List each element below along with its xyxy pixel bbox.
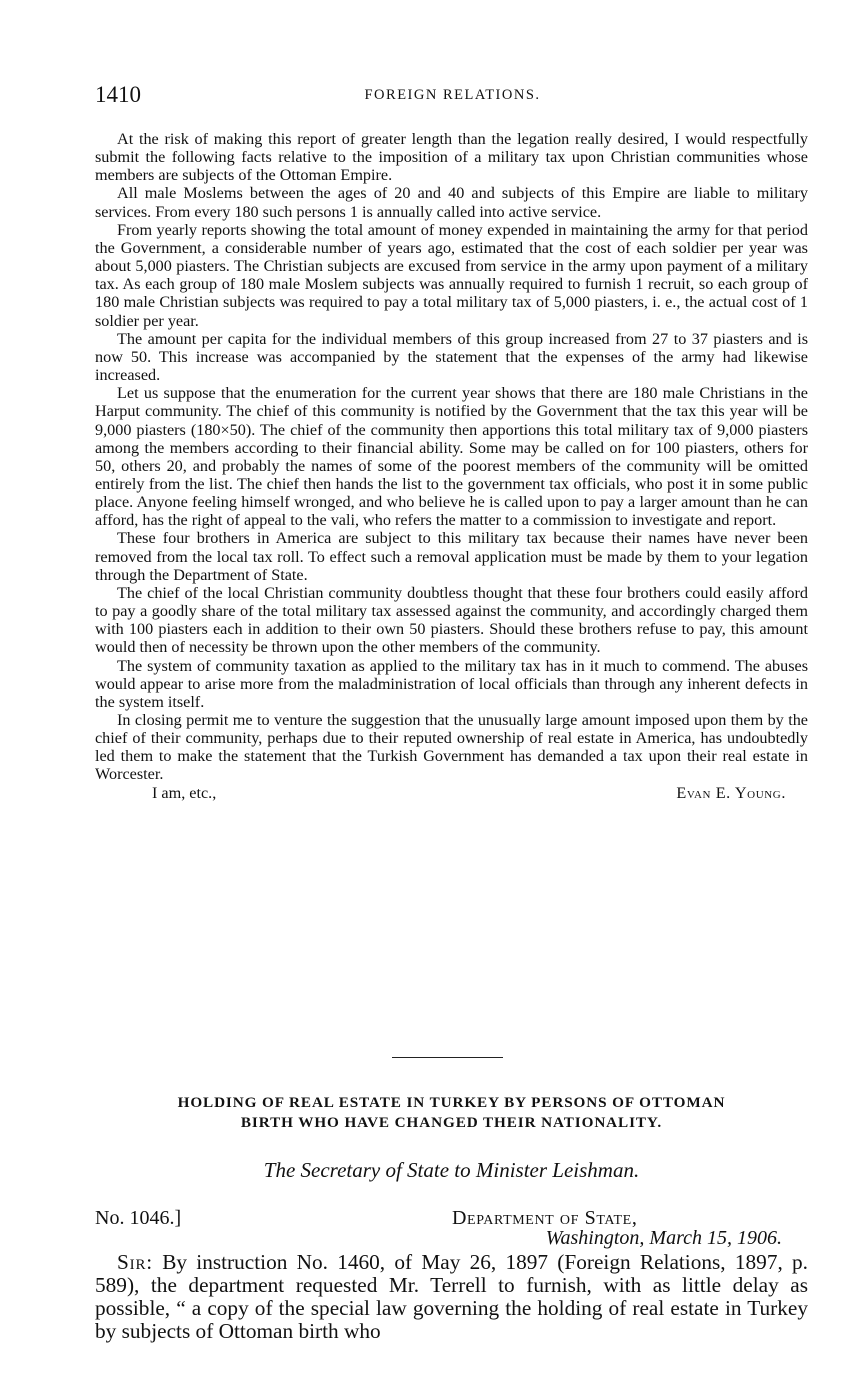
section-heading-line-1: HOLDING OF REAL ESTATE IN TURKEY BY PERSONS OF OTTOMAN (177, 1094, 726, 1111)
closing-phrase: I am, etc., (152, 783, 217, 802)
report-body (95, 130, 808, 806)
report-closing (95, 784, 808, 806)
report-paragraph-1: At the risk of making this report of greater length than the legation really desired, I would respectfully submit the following facts relative to the imposition of a military tax upon Christian communities whose members are subjects of the Ottoman Empire. (95, 130, 808, 185)
signature: Evan E. Young. (676, 783, 786, 802)
letter-text: By instruction No. 1460, of May 26, 1897 (Foreign Relations, 1897, p. 589), the department requested Mr. Terrell to furnish, with as little delay as possible, “ a copy of the special law governing the holding of real estate in Turkey by subjects of Ottoman birth who (95, 1250, 808, 1343)
section-divider (392, 1057, 503, 1058)
section-heading (95, 1093, 808, 1133)
running-head: FOREIGN RELATIONS. (364, 87, 541, 103)
section-heading-line-2: BIRTH WHO HAVE CHANGED THEIR NATIONALITY. (240, 1114, 663, 1131)
page-header (95, 82, 810, 112)
report-paragraph-9: In closing permit me to venture the suggestion that the unusually large amount imposed upon them by the chief of their community, perhaps due to their reputed ownership of real estate in America, has undoubtedly led them to make the statement that the Turkish Government has demanded a tax upon their real estate in Worcester. (95, 711, 808, 784)
letter-department: Department of State, (452, 1207, 638, 1229)
report-paragraph-6: These four brothers in America are subject to this military tax because their names have never been removed from the local tax roll. To effect such a removal application must be made by them to your legation through the Department of State. (95, 529, 808, 584)
letter-subheading: The Secretary of State to Minister Leishman. (263, 1158, 640, 1182)
letter-salutation: Sir: (117, 1250, 153, 1274)
report-paragraph-8: The system of community taxation as applied to the military tax has in it much to commend. The abuses would appear to arise more from the maladministration of local officials than through any inherent defects in the system itself. (95, 656, 808, 711)
letter-number: No. 1046.] (95, 1207, 182, 1229)
page-number: 1410 (95, 82, 141, 107)
letter-dateline: Washington, March 15, 1906. (545, 1227, 782, 1249)
report-paragraph-2: All male Moslems between the ages of 20 and 40 and subjects of this Empire are liable to military services. From every 180 such persons 1 is annually called into active service. (95, 184, 808, 221)
letter-paragraph (95, 1251, 808, 1343)
report-paragraph-3: From yearly reports showing the total amount of money expended in maintaining the army for that period the Government, a considerable number of years ago, estimated that the cost of each soldier per year was about 5,000 piasters. The Christian subjects are excused from service in the army upon payment of a military tax. As each group of 180 male Moslem subjects was annually required to furnish 1 recruit, so each group of 180 male Christian subjects was required to pay a total military tax of 5,000 piasters, i. e., the actual cost of 1 soldier per year. (95, 220, 808, 330)
letter-body (95, 1251, 808, 1343)
report-paragraph-7: The chief of the local Christian community doubtless thought that these four brothers could easily afford to pay a goodly share of the total military tax assessed against the community, and accordingly charged them with 100 piasters each in addition to their own 50 piasters. Should these brothers refuse to pay, this amount would then of necessity be thrown upon the other members of the community. (95, 583, 808, 657)
report-paragraph-5: Let us suppose that the enumeration for the current year shows that there are 180 male Christians in the Harput community. The chief of this community is notified by the Government that the tax this year will be 9,000 piasters (180×50). The chief of the community then apportions this total military tax of 9,000 piasters among the members according to their financial ability. Some may be called on for 100 piasters, others for 50, others 20, and probably the names of some of the poorest members of the community will be omitted entirely from the list. The chief then hands the list to the government tax officials, who post it in some public place. Anyone feeling himself wronged, and who believe he is called upon to pay a larger amount than he can afford, has the right of appeal to the vali, who refers the matter to a commission to investigate and report. (95, 384, 808, 530)
report-paragraph-4: The amount per capita for the individual members of this group increased from 27 to 37 piasters and is now 50. This increase was accompanied by the statement that the expenses of the army had likewise increased. (95, 329, 808, 385)
